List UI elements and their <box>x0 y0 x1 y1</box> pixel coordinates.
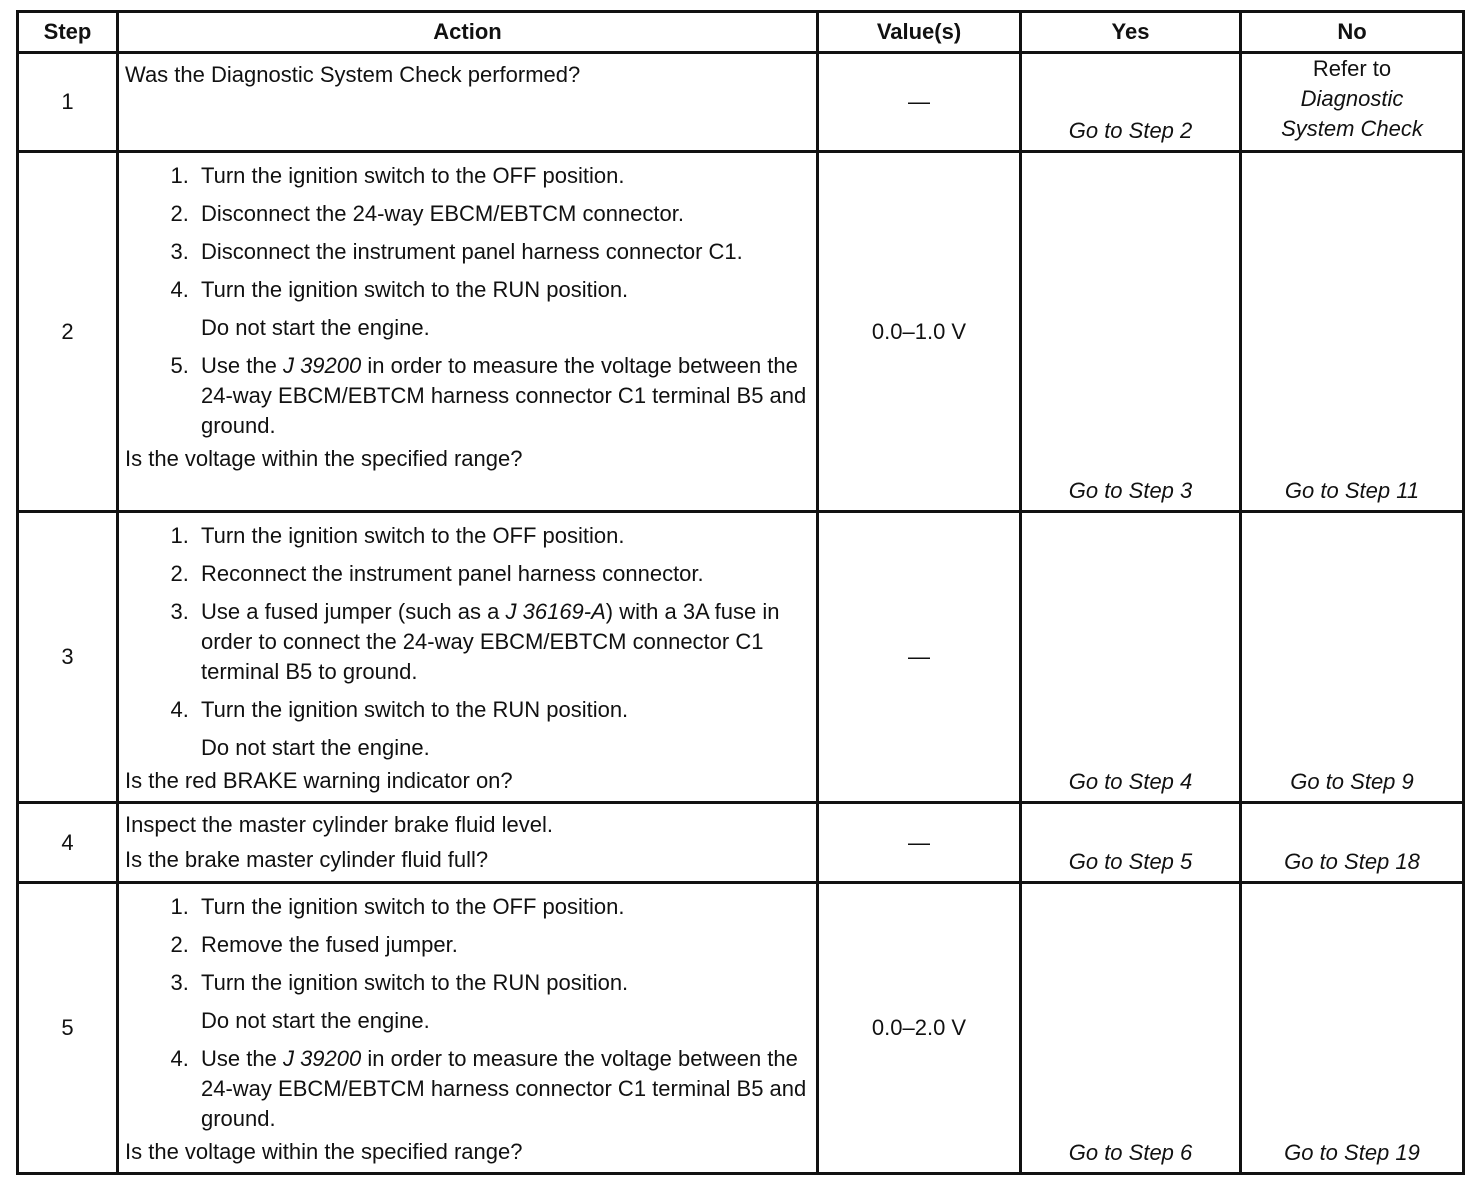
item-text: in order to measure the voltage between the 24-way EBCM/EBTCM harness connector C1 terminal B5 and ground. <box>201 353 807 438</box>
table-row <box>18 53 1464 152</box>
list-item: 2. Remove the fused jumper. <box>195 930 810 960</box>
header-action: Action <box>118 12 818 53</box>
question-text: Is the red BRAKE warning indicator on? <box>125 768 513 793</box>
action-cell <box>118 803 818 883</box>
tool-name: J 39200 <box>282 1046 362 1071</box>
value-cell: — <box>818 53 1021 152</box>
yes-cell: Go to Step 5 <box>1021 803 1241 883</box>
list-item: 1. Turn the ignition switch to the OFF position. <box>195 161 810 191</box>
no-cell: Go to Step 19 <box>1241 883 1464 1174</box>
table-row <box>18 512 1464 803</box>
value-cell: 0.0–2.0 V <box>818 883 1021 1174</box>
step-number: 3 <box>18 512 118 803</box>
value-cell: — <box>818 512 1021 803</box>
no-line: Diagnostic <box>1300 86 1404 111</box>
action-cell <box>118 883 818 1174</box>
question-text: Is the voltage within the specified range? <box>125 1139 523 1164</box>
yes-cell: Go to Step 6 <box>1021 883 1241 1174</box>
list-item: 1. Turn the ignition switch to the OFF position. <box>195 521 810 551</box>
action-text: Was the Diagnostic System Check performed? <box>125 62 581 87</box>
item-text: Turn the ignition switch to the RUN position. <box>201 277 629 302</box>
yes-cell: Go to Step 2 <box>1021 53 1241 152</box>
list-item <box>195 1044 810 1134</box>
list-item <box>195 695 810 763</box>
no-cell <box>1241 53 1464 152</box>
list-item <box>195 597 810 687</box>
item-note: Do not start the engine. <box>201 1008 430 1033</box>
yes-cell: Go to Step 4 <box>1021 512 1241 803</box>
list-item <box>195 968 810 1036</box>
tool-name: J 39200 <box>282 353 362 378</box>
list-item <box>195 351 810 441</box>
header-yes: Yes <box>1021 12 1241 53</box>
value-cell: 0.0–1.0 V <box>818 152 1021 512</box>
step-number: 2 <box>18 152 118 512</box>
no-cell: Go to Step 9 <box>1241 512 1464 803</box>
value-cell: — <box>818 803 1021 883</box>
item-text: with a 3A fuse in order to connect the 24-way EBCM/EBTCM connector C1 terminal B5 to ground. <box>201 599 780 684</box>
diagnostic-table <box>16 10 1465 1175</box>
item-pre: Use the <box>201 1046 277 1071</box>
action-text: Inspect the master cylinder brake fluid level. <box>125 812 553 837</box>
header-row <box>18 12 1464 53</box>
item-note: Do not start the engine. <box>201 735 430 760</box>
header-step: Step <box>18 12 118 53</box>
yes-cell: Go to Step 3 <box>1021 152 1241 512</box>
table-row <box>18 803 1464 883</box>
no-cell: Go to Step 18 <box>1241 803 1464 883</box>
action-steps <box>125 521 810 763</box>
header-values: Value(s) <box>818 12 1021 53</box>
item-paren: ) <box>605 599 614 624</box>
tool-name: J 36169-A <box>505 599 606 624</box>
no-line: System Check <box>1281 116 1423 141</box>
item-note: Do not start the engine. <box>201 315 430 340</box>
list-item <box>195 275 810 343</box>
item-pre: Use a fused jumper (such as a <box>201 599 500 624</box>
action-steps <box>125 161 810 441</box>
table-row <box>18 883 1464 1174</box>
step-number: 5 <box>18 883 118 1174</box>
header-no: No <box>1241 12 1464 53</box>
question-text: Is the voltage within the specified range? <box>125 446 523 471</box>
item-pre: Use the <box>201 353 277 378</box>
action-steps <box>125 892 810 1134</box>
question-text: Is the brake master cylinder fluid full? <box>125 847 489 872</box>
list-item: 2. Reconnect the instrument panel harness connector. <box>195 559 810 589</box>
action-cell <box>118 53 818 152</box>
action-cell <box>118 512 818 803</box>
item-text: in order to measure the voltage between the 24-way EBCM/EBTCM harness connector C1 terminal B5 and ground. <box>201 1046 807 1131</box>
step-number: 4 <box>18 803 118 883</box>
no-lines <box>1242 54 1462 144</box>
list-item: 3. Disconnect the instrument panel harness connector C1. <box>195 237 810 267</box>
no-cell: Go to Step 11 <box>1241 152 1464 512</box>
step-number: 1 <box>18 53 118 152</box>
no-line: Refer to <box>1312 56 1392 81</box>
list-item: 2. Disconnect the 24-way EBCM/EBTCM connector. <box>195 199 810 229</box>
table-row <box>18 152 1464 512</box>
item-text: Turn the ignition switch to the RUN position. <box>201 697 629 722</box>
item-text: Turn the ignition switch to the RUN position. <box>201 970 629 995</box>
list-item: 1. Turn the ignition switch to the OFF position. <box>195 892 810 922</box>
action-cell <box>118 152 818 512</box>
